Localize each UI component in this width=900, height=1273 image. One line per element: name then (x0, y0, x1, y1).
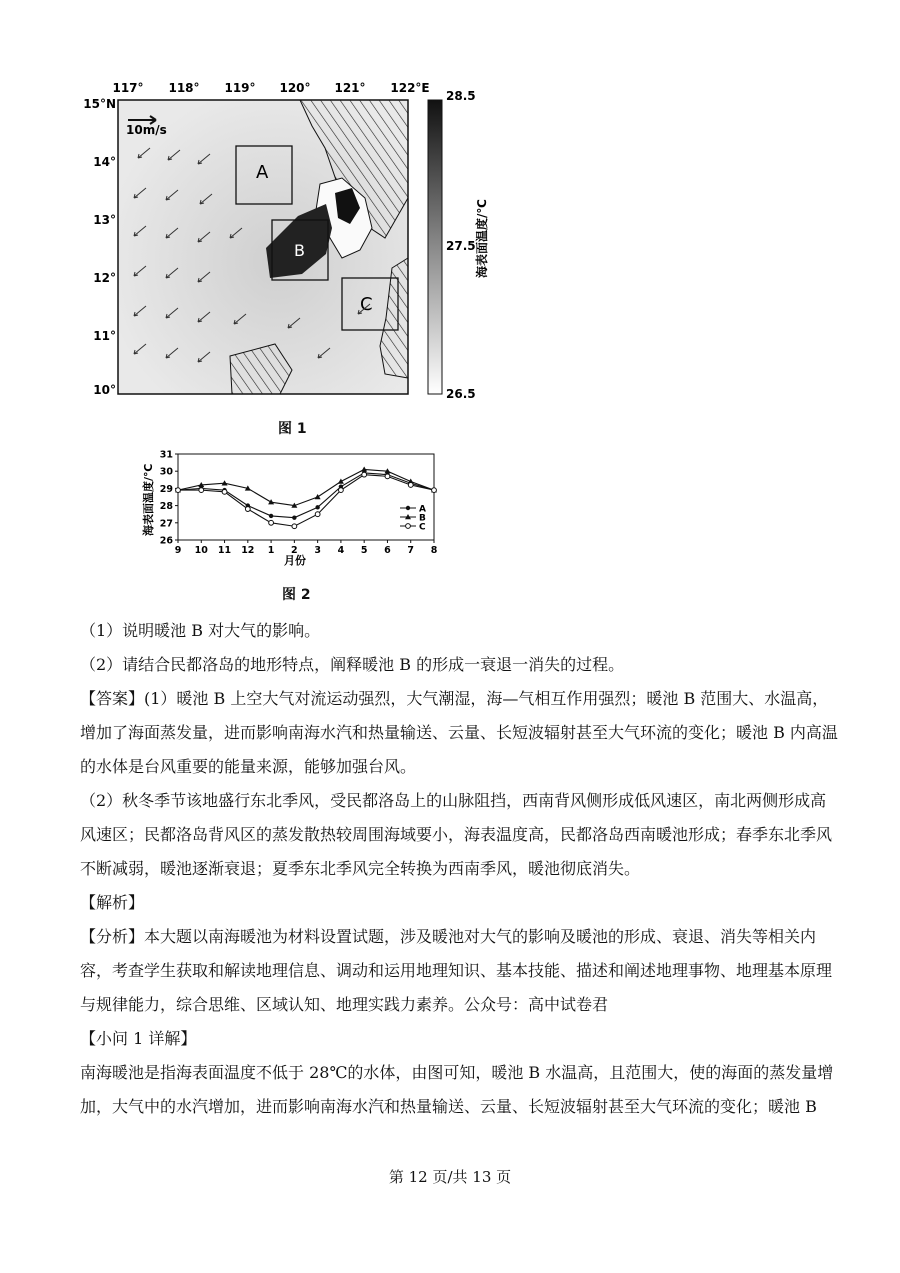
legend-label: C (419, 522, 426, 533)
point-marker-circle (292, 524, 297, 529)
figure1-caption: 图 1 (278, 421, 307, 437)
colorbar-tick: 28.5 (446, 89, 476, 103)
colorbar-title: 海表面温度/℃ (475, 199, 489, 278)
lon-label: 120° (279, 81, 311, 95)
point-marker-circle (245, 507, 250, 512)
point-marker-circle (362, 472, 367, 477)
point-marker-circle (408, 483, 413, 488)
x-tick-label: 10 (194, 545, 208, 556)
x-tick-label: 6 (384, 545, 391, 556)
y-tick-label: 31 (159, 449, 173, 461)
chart-axes (160, 450, 438, 557)
wind-scale-label: 10m/s (126, 123, 167, 137)
sub-question-heading: 【小问 1 详解】 (80, 1029, 197, 1048)
colorbar (428, 100, 442, 394)
point-marker-circle (199, 488, 204, 493)
x-tick-label: 1 (267, 545, 275, 556)
page-footer: 第 12 页/共 13 页 (388, 1168, 512, 1186)
point-marker-dot (406, 506, 410, 510)
point-marker-triangle (222, 480, 228, 485)
figure1-map (80, 78, 500, 408)
series-line-c (178, 475, 434, 527)
y-tick-label: 29 (159, 483, 173, 495)
legend-label: A (419, 504, 426, 515)
y-tick-label: 30 (159, 466, 173, 478)
lat-label: 14° (93, 155, 116, 169)
question-2: （2）请结合民都洛岛的地形特点，阐释暖池 B 的形成一衰退一消失的过程。 (80, 655, 625, 674)
lat-label: 12° (93, 271, 116, 285)
point-marker-circle (269, 520, 274, 525)
box-b-label: B (294, 241, 305, 260)
sst-line-chart (138, 448, 448, 566)
x-axis-label: 月份 (284, 554, 306, 566)
sub-question-detail: 南海暖池是指海表面温度不低于 28℃的水体，由图可知，暖池 B 水温高，且范围大，使的海面的蒸发量增加，大气中的水汽增加，进而影响南海水汽和热量输送、云量、长短波辐射甚至大气环流的变化；暖池 B (80, 1063, 834, 1116)
figure2-chart (138, 448, 448, 566)
x-tick-label: 7 (407, 545, 415, 556)
y-tick-label: 28 (159, 501, 173, 513)
point-marker-triangle (268, 499, 274, 504)
y-tick-label: 27 (159, 518, 173, 530)
legend-label: B (419, 513, 426, 524)
box-a-label: A (256, 162, 269, 183)
x-tick-label: 4 (337, 545, 345, 556)
point-marker-circle (176, 488, 181, 493)
x-tick-label: 5 (360, 545, 368, 556)
answer-2: （2）秋冬季节该地盛行东北季风，受民都洛岛上的山脉阻挡，西南背风侧形成低风速区，南北两侧形成高风速区；民都洛岛背风区的蒸发散热较周围海域要小，海表温度高，民都洛岛西南暖池形成；春季东北季风不断减弱，暖池逐渐衰退；夏季东北季风完全转换为西南季风，暖池彻底消失。 (80, 791, 833, 878)
analysis-text: 【分析】本大题以南海暖池为材料设置试题，涉及暖池对大气的影响及暖池的形成、衰退、消失等相关内容，考查学生获取和解读地理信息、调动和运用地理知识、基本技能、描述和阐述地理事物、地理基本原理与规律能力，综合思维、区域认知、地理实践力素养。公众号：高中试卷君 (80, 927, 833, 1014)
lat-label: 11° (93, 329, 116, 343)
x-tick-label: 12 (241, 545, 255, 556)
point-marker-circle (406, 524, 411, 529)
colorbar-tick: 26.5 (446, 387, 476, 401)
point-marker-dot (292, 515, 296, 519)
chart-series (175, 466, 437, 528)
point-marker-circle (315, 512, 320, 517)
x-tick-label: 3 (314, 545, 321, 556)
lon-label: 118° (168, 81, 200, 95)
lon-label: 117° (112, 81, 144, 95)
lat-label: 15°N (83, 97, 116, 111)
point-marker-triangle (361, 466, 367, 471)
answer-text (80, 614, 840, 1124)
sea-temperature-map (80, 78, 500, 408)
box-c-label: C (360, 294, 373, 315)
x-tick-label: 11 (217, 545, 232, 556)
series-line-b (178, 469, 434, 505)
plot-frame (178, 454, 434, 540)
x-tick-label: 9 (174, 545, 182, 556)
point-marker-circle (222, 489, 227, 494)
lon-label: 119° (224, 81, 256, 95)
point-marker-circle (339, 488, 344, 493)
figure2-caption: 图 2 (282, 587, 311, 603)
point-marker-triangle (338, 479, 344, 484)
colorbar-tick: 27.5 (446, 239, 476, 253)
lon-label: 121° (334, 81, 366, 95)
point-marker-circle (385, 474, 390, 479)
chart-legend (400, 505, 426, 533)
lat-label: 10° (93, 383, 116, 397)
question-1: （1）说明暖池 B 对大气的影响。 (80, 621, 321, 640)
x-tick-label: 8 (430, 545, 438, 556)
point-marker-triangle (315, 494, 321, 499)
y-tick-label: 26 (159, 535, 173, 547)
answer-1: 【答案】(1）暖池 B 上空大气对流运动强烈，大气潮湿，海—气相互作用强烈；暖池 B 范围大、水温高，增加了海面蒸发量，进而影响南海水汽和热量输送、云量、长短波辐射甚至大气环流的变化；暖池 B 内高温的水体是台风重要的能量来源，能够加强台风。 (80, 689, 838, 776)
point-marker-dot (315, 505, 319, 509)
point-marker-dot (269, 514, 273, 518)
lat-label: 13° (93, 213, 116, 227)
lon-label: 122°E (390, 81, 430, 95)
x-tick-label: 2 (291, 545, 298, 556)
y-axis-label: 海表面温度/℃ (142, 463, 155, 536)
point-marker-circle (432, 488, 437, 493)
analysis-heading: 【解析】 (80, 893, 145, 912)
